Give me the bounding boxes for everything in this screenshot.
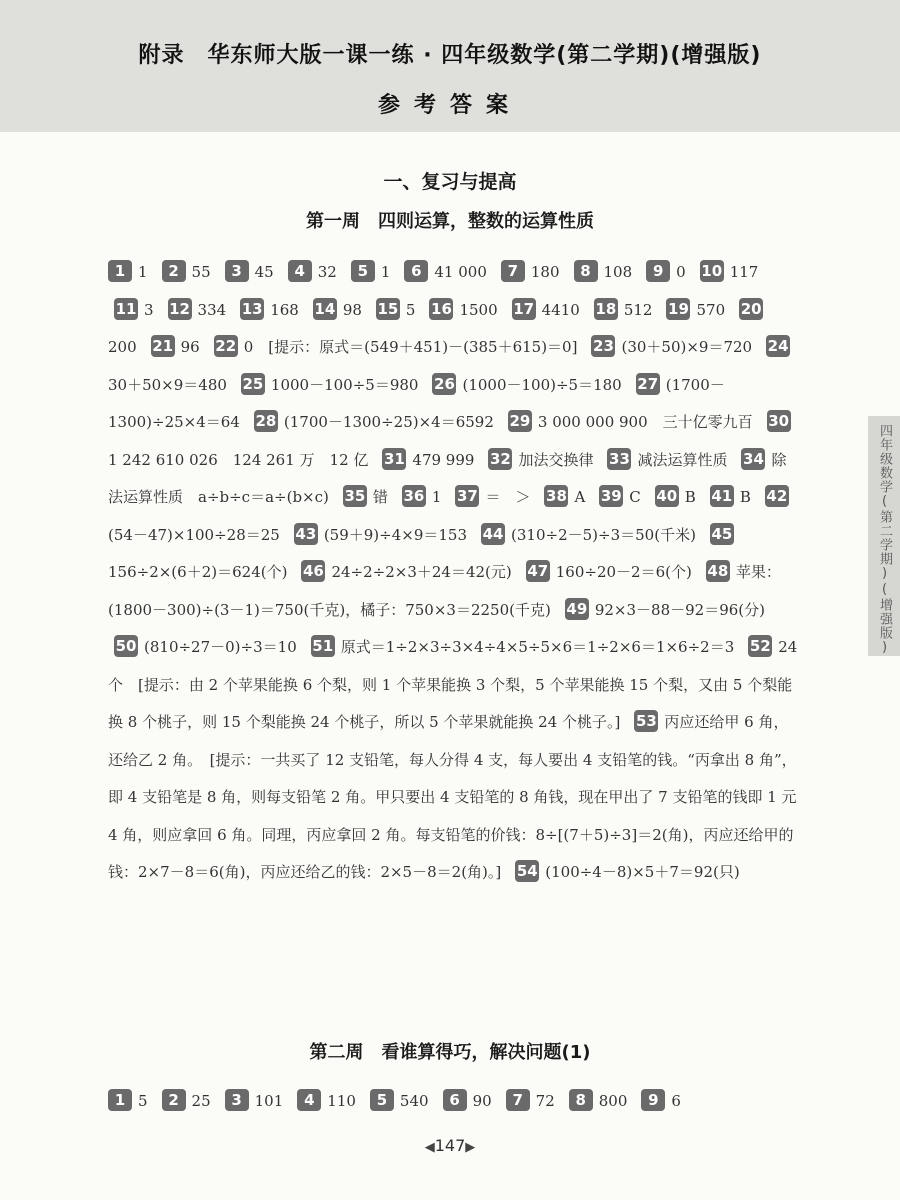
week2-title: 第二周 看谁算得巧，解决问题(1) bbox=[309, 1042, 591, 1063]
answer-text: 30＋50×9＝480 bbox=[108, 375, 227, 394]
question-number-badge: 53 bbox=[635, 712, 657, 730]
answer-item bbox=[704, 488, 759, 506]
question-number-badge: 25 bbox=[242, 374, 264, 393]
question-number-badge: 8 bbox=[574, 260, 598, 282]
answer-text: 6 bbox=[671, 1092, 681, 1110]
answer-text: 45 bbox=[254, 263, 274, 281]
answer-item bbox=[437, 1092, 500, 1110]
question-number-badge: 38 bbox=[546, 487, 567, 505]
answer-item bbox=[108, 713, 797, 881]
question-number-badge: 37 bbox=[457, 487, 478, 505]
question-number-badge: 7 bbox=[501, 260, 525, 282]
question-number-badge: 7 bbox=[506, 1089, 530, 1111]
answer-item bbox=[305, 638, 743, 656]
question-number-badge: 43 bbox=[295, 524, 317, 543]
side-tab bbox=[868, 416, 900, 656]
answer-item bbox=[282, 263, 345, 281]
answer-text: 丙应还给甲 6 角，还给乙 2 角。 [提示：一共买了 12 支铅笔，每人分得 4 支，每人要出 4 支铅笔的钱。“丙拿出 8 角”，即 4 支铅笔是 8 角，则每支铅笔 2 角。甲只要出 4 支铅笔的 8 角钱，现在甲出了 7 支铅笔的钱即 1 元 4 角，则应拿回 6 角。同理，丙应拿回 2 角。每支铅笔的价钱：8÷[(7＋5)÷3]＝2(角)，丙应还给甲的钱：2×7－8＝6(角)，丙应还给乙的钱：2×5－8＝2(角)。] bbox=[108, 713, 797, 881]
question-number-badge: 9 bbox=[641, 1089, 665, 1111]
answer-text: A bbox=[574, 488, 586, 506]
page-number bbox=[0, 1136, 900, 1155]
question-number-badge: 36 bbox=[403, 487, 425, 505]
answer-text: 3 bbox=[144, 300, 154, 319]
question-number-badge: 51 bbox=[312, 637, 334, 655]
answer-text: (810÷27－0)÷3＝10 bbox=[144, 638, 297, 656]
question-number-badge: 11 bbox=[115, 299, 137, 318]
answer-text: 1 bbox=[138, 263, 148, 281]
answer-text: (1700－1300÷25)×4＝6592 bbox=[283, 413, 494, 431]
answer-text: B bbox=[739, 488, 751, 506]
answer-text: 512 bbox=[623, 300, 653, 319]
answer-item bbox=[370, 301, 424, 319]
answer-item bbox=[694, 263, 767, 281]
question-number-badge: 10 bbox=[701, 262, 723, 280]
answer-text: B bbox=[684, 488, 696, 506]
answer-item bbox=[593, 488, 648, 506]
week1-title: 第一周 四则运算，整数的运算性质 bbox=[306, 211, 594, 232]
answer-text: (1700－1300)÷25×4＝64 bbox=[108, 375, 725, 431]
answer-item bbox=[376, 451, 482, 469]
answer-text: 0 [提示：原式＝(549＋451)－(385＋615)＝0] bbox=[243, 338, 578, 356]
answer-text: 苹果：(1800－300)÷(3－1)＝750(千克)，橘子：750×3＝2250(千克) bbox=[108, 563, 781, 619]
answer-item bbox=[635, 1092, 689, 1110]
answer-text: 41 000 bbox=[434, 263, 487, 281]
answer-text: 92×3－88－92＝96(分) bbox=[594, 600, 765, 619]
question-number-badge: 28 bbox=[255, 412, 277, 430]
answer-item bbox=[156, 263, 219, 281]
question-number-badge: 44 bbox=[482, 524, 504, 543]
question-number-badge: 4 bbox=[297, 1089, 321, 1111]
question-number-badge: 13 bbox=[241, 299, 263, 318]
answer-text: 117 bbox=[729, 263, 759, 281]
question-number-badge: 3 bbox=[225, 1089, 249, 1111]
question-number-badge: 2 bbox=[162, 1089, 186, 1111]
answer-text: 0 bbox=[676, 263, 686, 281]
question-number-badge: 24 bbox=[767, 337, 789, 355]
answer-text: 540 bbox=[399, 1092, 429, 1110]
answer-item bbox=[248, 413, 502, 431]
section-title: 一、复习与提高 bbox=[383, 171, 517, 193]
answer-text: 72 bbox=[535, 1092, 555, 1110]
question-number-badge: 27 bbox=[637, 374, 659, 393]
answer-item bbox=[495, 263, 568, 281]
question-number-badge: 45 bbox=[711, 524, 733, 543]
answer-text: 24 个 [提示：由 2 个苹果能换 6 个梨，则 1 个苹果能换 3 个梨，5 个苹果能换 15 个梨，又由 5 个梨能换 8 个桃子，则 15 个梨能换 24 个桃子，所以 5 个苹果就能换 24 个桃子。] bbox=[108, 638, 798, 731]
question-number-badge: 29 bbox=[509, 412, 531, 430]
answer-item bbox=[108, 301, 162, 319]
answer-item bbox=[506, 301, 588, 319]
answer-item bbox=[649, 488, 704, 506]
answer-text: 除法运算性质 a÷b÷c＝a÷(b×c) bbox=[108, 450, 787, 506]
question-number-badge: 1 bbox=[108, 260, 132, 282]
question-number-badge: 31 bbox=[383, 449, 405, 468]
week1-answers bbox=[108, 254, 800, 892]
answer-item bbox=[337, 488, 396, 506]
answer-item bbox=[538, 488, 593, 506]
answer-text: 24÷2÷2×3＋24＝42(元) bbox=[331, 563, 512, 581]
week2-answers bbox=[108, 1083, 800, 1121]
answer-text: (59＋9)÷4×9＝153 bbox=[323, 525, 468, 544]
answer-item bbox=[234, 301, 307, 319]
answer-item bbox=[219, 263, 282, 281]
answer-text: 108 bbox=[603, 263, 633, 281]
answer-text: 1 bbox=[380, 263, 391, 281]
answer-item bbox=[423, 301, 505, 319]
answer-item bbox=[162, 301, 235, 319]
answer-item bbox=[660, 301, 733, 319]
question-number-badge: 35 bbox=[344, 487, 366, 505]
answer-text: 101 bbox=[254, 1092, 284, 1110]
answer-item bbox=[396, 488, 450, 506]
question-number-badge: 12 bbox=[169, 299, 190, 318]
question-number-badge: 3 bbox=[225, 260, 249, 282]
question-number-badge: 4 bbox=[288, 260, 312, 282]
answer-text: 180 bbox=[530, 263, 560, 281]
answer-text: 800 bbox=[598, 1092, 628, 1110]
answer-text: 1000－100÷5＝980 bbox=[270, 375, 419, 394]
question-number-badge: 9 bbox=[646, 260, 670, 282]
answer-item bbox=[568, 263, 641, 281]
answer-item bbox=[219, 1092, 292, 1110]
answer-text: 1 242 610 026 124 261 万 12 亿 bbox=[108, 450, 369, 469]
answer-item bbox=[364, 1092, 437, 1110]
answer-item bbox=[156, 1092, 219, 1110]
answer-item bbox=[108, 638, 305, 656]
answer-text: 错 bbox=[372, 488, 388, 506]
answer-text: 5 bbox=[138, 1092, 148, 1110]
answer-text: (310÷2－5)÷3＝50(千米) bbox=[511, 525, 696, 544]
question-number-badge: 16 bbox=[431, 299, 452, 318]
question-number-badge: 18 bbox=[595, 299, 617, 318]
question-number-badge: 41 bbox=[711, 487, 733, 505]
answer-item bbox=[475, 526, 704, 544]
answer-text: 55 bbox=[191, 263, 211, 281]
page-number-value: 147 bbox=[434, 1136, 466, 1155]
answer-item bbox=[500, 1092, 563, 1110]
answer-text: 25 bbox=[191, 1092, 211, 1110]
answer-text: 3 000 000 900 三十亿零九百 bbox=[537, 413, 753, 431]
left-arrow-icon: ◀ bbox=[424, 1140, 435, 1155]
question-number-badge: 5 bbox=[351, 260, 375, 282]
question-number-badge: 14 bbox=[314, 299, 336, 318]
question-number-badge: 26 bbox=[434, 374, 455, 393]
question-number-badge: 8 bbox=[569, 1089, 593, 1111]
answer-item bbox=[588, 301, 661, 319]
question-number-badge: 6 bbox=[443, 1089, 467, 1111]
answer-item bbox=[520, 563, 700, 581]
right-arrow-icon: ▶ bbox=[465, 1140, 476, 1155]
question-number-badge: 32 bbox=[490, 449, 511, 468]
answer-text: 570 bbox=[696, 300, 726, 319]
answer-item bbox=[482, 451, 601, 469]
answer-item bbox=[563, 1092, 636, 1110]
answer-item bbox=[426, 376, 629, 394]
question-number-badge: 20 bbox=[740, 299, 762, 318]
question-number-badge: 21 bbox=[152, 337, 174, 355]
answer-text: 32 bbox=[317, 263, 337, 281]
question-number-badge: 50 bbox=[115, 637, 137, 655]
answer-item bbox=[502, 413, 761, 431]
question-number-badge: 23 bbox=[593, 337, 614, 355]
answer-text: (100÷4－8)×5＋7＝92(只) bbox=[545, 863, 740, 881]
answer-text: 479 999 bbox=[412, 450, 475, 469]
answer-text: 加法交换律 bbox=[518, 450, 594, 469]
answer-item bbox=[585, 338, 760, 356]
answer-text: 334 bbox=[197, 300, 227, 319]
answer-text: 5 bbox=[405, 300, 416, 319]
answer-text: 1 bbox=[431, 488, 442, 506]
answer-text: 96 bbox=[180, 338, 200, 356]
answer-text: 200 bbox=[108, 338, 137, 356]
answer-text: ＝ ＞ bbox=[485, 488, 531, 506]
question-number-badge: 17 bbox=[513, 299, 535, 318]
question-number-badge: 19 bbox=[668, 299, 689, 318]
answer-item bbox=[295, 563, 519, 581]
side-tab-label: 四年级数学(第二学期)(增强版) bbox=[877, 424, 892, 656]
question-number-badge: 46 bbox=[303, 562, 324, 580]
question-number-badge: 34 bbox=[743, 449, 764, 468]
answer-text: 168 bbox=[270, 300, 299, 319]
answer-text: (30＋50)×9＝720 bbox=[621, 338, 753, 356]
answer-text: 156÷2×(6＋2)＝624(个) bbox=[108, 563, 288, 581]
question-number-badge: 48 bbox=[707, 562, 729, 580]
question-number-badge: 52 bbox=[749, 637, 771, 655]
answer-item bbox=[108, 1092, 156, 1110]
question-number-badge: 39 bbox=[600, 487, 622, 505]
answer-item bbox=[345, 263, 399, 281]
answer-text: 4410 bbox=[541, 300, 580, 319]
answer-text: (1000－100)÷5＝180 bbox=[462, 375, 622, 394]
answer-text: 减法运算性质 bbox=[637, 450, 728, 469]
question-number-badge: 15 bbox=[377, 299, 399, 318]
answer-item bbox=[509, 863, 747, 881]
answer-text: 110 bbox=[327, 1092, 356, 1110]
answer-item bbox=[640, 263, 694, 281]
answer-key-heading: 参考答案 bbox=[377, 93, 522, 118]
question-number-badge: 47 bbox=[527, 562, 549, 580]
answer-item bbox=[559, 601, 773, 619]
answer-text: C bbox=[629, 488, 641, 506]
answer-item bbox=[398, 263, 495, 281]
appendix-title: 附录 华东师大版一课一练 · 四年级数学(第二学期)(增强版) bbox=[138, 43, 762, 68]
answer-item bbox=[288, 526, 475, 544]
question-number-badge: 2 bbox=[162, 260, 186, 282]
question-number-badge: 30 bbox=[768, 412, 790, 430]
question-number-badge: 42 bbox=[766, 487, 788, 505]
answer-item bbox=[145, 338, 208, 356]
question-number-badge: 1 bbox=[108, 1089, 132, 1111]
question-number-badge: 54 bbox=[516, 862, 538, 880]
answer-item bbox=[291, 1092, 364, 1110]
answer-item bbox=[307, 301, 370, 319]
answer-item bbox=[449, 488, 538, 506]
answer-text: 原式＝1÷2×3÷3×4÷4×5÷5×6＝1÷2×6＝1×6÷2＝3 bbox=[340, 638, 735, 656]
answer-item bbox=[235, 376, 427, 394]
question-number-badge: 40 bbox=[656, 487, 678, 505]
question-number-badge: 6 bbox=[404, 260, 428, 282]
answer-text: 90 bbox=[472, 1092, 492, 1110]
answer-item bbox=[108, 263, 156, 281]
answer-text: (54－47)×100÷28＝25 bbox=[108, 525, 280, 544]
answer-text: 160÷20－2＝6(个) bbox=[555, 563, 692, 581]
question-number-badge: 22 bbox=[215, 337, 237, 355]
question-number-badge: 49 bbox=[566, 599, 588, 618]
answer-text: 98 bbox=[342, 300, 362, 319]
answer-text: 1500 bbox=[459, 300, 498, 319]
answer-item bbox=[208, 338, 586, 356]
question-number-badge: 5 bbox=[370, 1089, 394, 1111]
question-number-badge: 33 bbox=[609, 449, 630, 468]
answer-item bbox=[601, 451, 735, 469]
